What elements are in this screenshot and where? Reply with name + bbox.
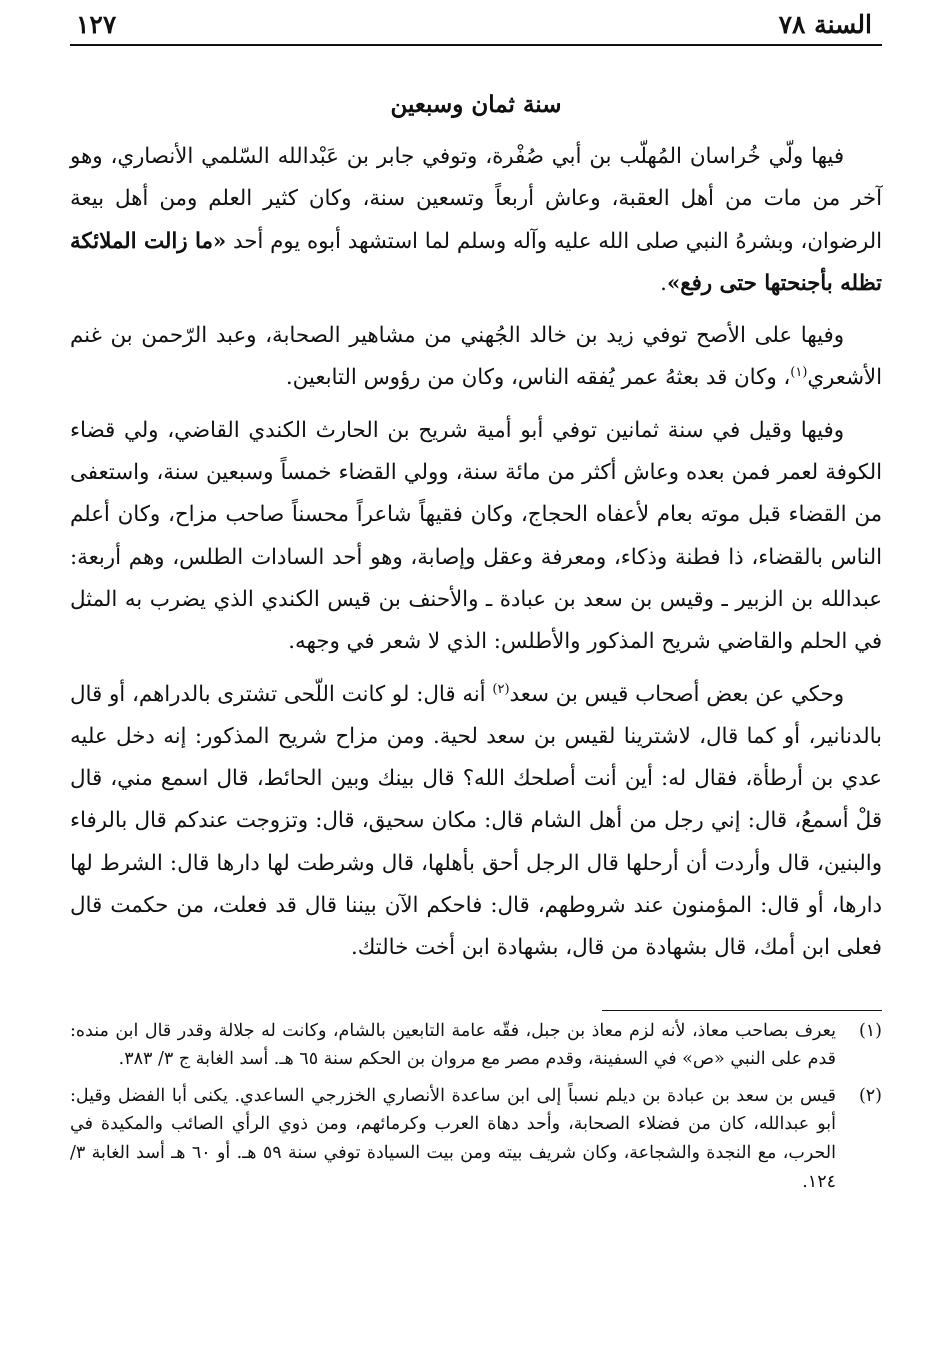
- paragraph-4: وحكي عن بعض أصحاب قيس بن سعد$^{(٢)}$ أنه قال: لو كانت اللّحى تشترى بالدراهم، أو قال بالدنانير، أو كما قال، لاشترينا لقيس بن سعد لحية. ومن مزاح شريح المذكور: إنه دخل عليه عدي بن أرطأة، فقال له: أين أنت أصلحك الله؟ قال بينك وبين الحائط، قال اسمع مني، قال قلْ أسمعُ، قال: إني رجل من أهل الشام قال: مكان سحيق، قال: وتزوجت عندكم قال بالرفاء والبنين، قال وأردت أن أرحلها قال الرجل أحق بأهلها، قال وشرطت لها دارها قال: الشرط لها دارها، أو قال: المؤمنون عند شروطهم، قال: فاحكم الآن بيننا قال قد فعلت، من حكمت قال فعلى ابن أمك، قال بشهادة من قال، بشهادة ابن أخت خالتك.: [70, 681, 882, 961]
- paragraph-2: وفيها على الأصح توفي زيد بن خالد الجُهني من مشاهير الصحابة، وعبد الرّحمن بن غنم الأشعري$^{(١)}$، وكان قد بعثهُ عمر يُفقه الناس، وكان من رؤوس التابعين.: [70, 323, 882, 391]
- footnote-1: [70, 1017, 882, 1074]
- footnote-number: (١): [858, 1020, 882, 1041]
- footnote-ref-1[interactable]: (١): [790, 365, 808, 381]
- chapter-title: سنة ثمان وسبعين: [390, 91, 562, 118]
- page-number: ١٢٧: [76, 10, 117, 39]
- quoted-hadith: «ما زالت الملائكة تظله بأجنحتها حتى رفع»: [70, 228, 882, 296]
- body-text: [70, 136, 882, 970]
- paragraph-1: فيها ولّي خُراسان المُهلّب بن أبي صُفْرة، وتوفي جابر بن عَبْدالله السّلمي الأنصاري، وهو آخر من مات من أهل العقبة، وعاش أربعاً وتسعين سنة، وكان كثير العلم ومن أهل بيعة الرضوان، وبشرهُ النبي صلى الله عليه وآله وسلم لما استشهد أبوه يوم أحد «ما زالت الملائكة تظله بأجنحتها حتى رفع».: [70, 144, 882, 296]
- footnote-separator: [602, 1010, 882, 1011]
- footnote-text: قيس بن سعد بن عبادة بن ديلم نسباً إلى ابن ساعدة الأنصاري الخزرجي الساعدي. يكنى أبا الفضل وقيل: أبو عبدالله، كان من فضلاء الصحابة، وأحد دهاة العرب وكرمائهم، ومن ذوي الرأي الصائب والمكيدة في الحرب، مع النجدة والشجاعة، وكان شريف بيته ومن بيت السيادة توفي سنة ٥٩ هـ. أو ٦٠ هـ أسد الغابة ٣/ ١٢٤.: [70, 1085, 836, 1192]
- footnotes: [70, 1017, 882, 1197]
- running-head-year: السنة ٧٨: [778, 10, 872, 39]
- footnote-text: يعرف بصاحب معاذ، لأنه لزم معاذ بن جبل، فقّه عامة التابعين بالشام، وكانت له جلالة وقدر قال ابن منده: قدم على النبي «ص» في السفينة، وقدم مصر مع مروان بن الحكم سنة ٦٥ هـ. أسد الغابة ج ٣/ ٣٨٣.: [70, 1020, 836, 1070]
- running-header: [70, 10, 882, 40]
- header-rule: [70, 44, 882, 46]
- paragraph-3: وفيها وقيل في سنة ثمانين توفي أبو أمية شريح بن الحارث الكندي القاضي، ولي قضاء الكوفة لعمر فمن بعده وعاش أكثر من مائة سنة، وولي القضاء خمساً وسبعين سنة، واستعفى من القضاء قبل موته بعام لأعفاه الحجاج، وكان فقيهاً شاعراً محسناً صاحب مزاح، وكان أعلم الناس بالقضاء، ذا فطنة وذكاء، ومعرفة وعقل وإصابة، وهو أحد السادات الطلس، وهم أربعة: عبدالله بن الزبير ـ وقيس بن سعد بن عبادة ـ والأحنف بن قيس الكندي الذي يضرب به المثل في الحلم والقاضي شريح المذكور والأطلس: الذي لا شعر في وجهه.: [70, 417, 882, 655]
- footnote-2: [70, 1082, 882, 1196]
- footnote-number: (٢): [858, 1085, 882, 1106]
- footnote-ref-2[interactable]: (٢): [492, 681, 510, 697]
